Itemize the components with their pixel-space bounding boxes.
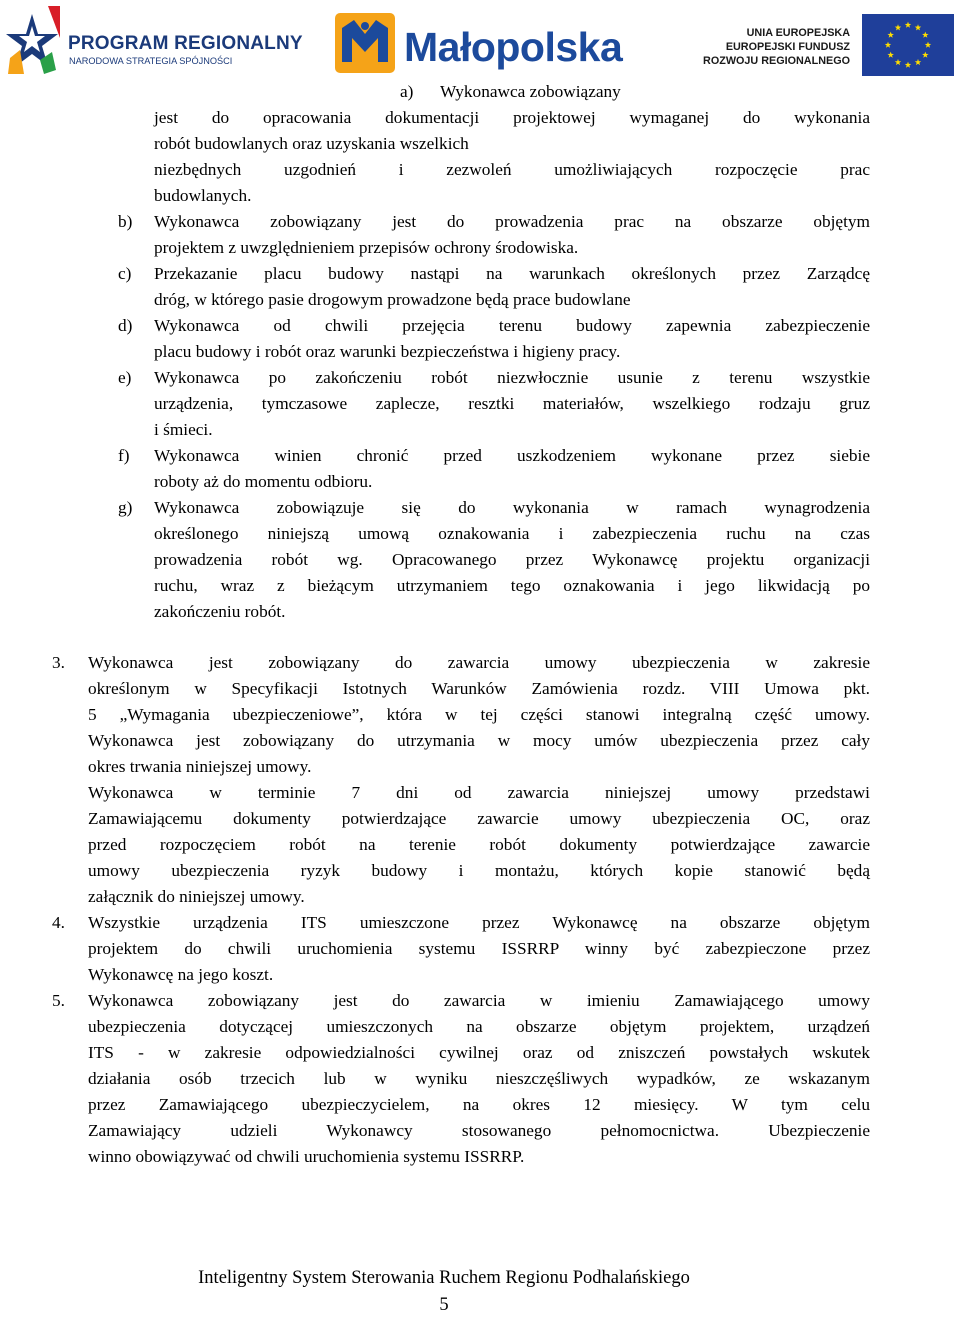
list-item-f-line-1: Wykonawca winien chronić przed uszkodzeniem wykonane przez siebie bbox=[154, 446, 870, 465]
list-item-d-line-1: Wykonawca od chwili przejęcia terenu budowy zapewnia zabezpieczenie bbox=[154, 316, 870, 335]
list-item-g-line-4: ruchu, wraz z bieżącym utrzymaniem tego oznakowania i jego likwidacją po bbox=[154, 576, 870, 595]
program-subtitle: NARODOWA STRATEGIA SPÓJNOŚCI bbox=[69, 56, 233, 66]
program-star-icon bbox=[4, 4, 60, 76]
list-item-g-line-2: określonego niniejszą umową oznakowania i zabezpieczenia ruchu na czas bbox=[154, 524, 870, 543]
list-item-g-label: g) bbox=[118, 498, 133, 517]
region-name: Małopolska bbox=[404, 24, 623, 70]
section-3-line-1: Wykonawca jest zobowiązany do zawarcia umowy ubezpieczenia w zakresie bbox=[88, 653, 870, 672]
page-number: 5 bbox=[439, 1295, 449, 1315]
section-3-line-10: załącznik do niniejszej umowy. bbox=[88, 887, 305, 906]
section-3-line-7: Zamawiającemu dokumenty potwierdzające zawarcie umowy ubezpieczenia OC, oraz bbox=[88, 809, 870, 828]
malopolska-logo bbox=[334, 12, 634, 76]
section-3-line-4: Wykonawca jest zobowiązany do utrzymania w mocy umów ubezpieczenia przez cały bbox=[88, 731, 870, 750]
section-4-line-2: projektem do chwili uruchomienia systemu ISSRRP winny być zabezpieczone przez bbox=[88, 939, 870, 958]
list-item-g-line-3: prowadzenia robót wg. Opracowanego przez Wykonawcę projektu organizacji bbox=[154, 550, 870, 569]
section-3-line-6: Wykonawca w terminie 7 dni od zawarcia niniejszej umowy przedstawi bbox=[88, 783, 870, 802]
malopolska-emblem-icon bbox=[334, 12, 396, 74]
section-5-line-2: ubezpieczenia dotyczącej umieszczonych na obszarze objętym projektem, urządzeń bbox=[88, 1017, 870, 1036]
section-4-line-3: Wykonawcę na jego koszt. bbox=[88, 965, 274, 984]
section-5-line-6: Zamawiający udzieli Wykonawcy stosowanego pełnomocnictwa. Ubezpieczenie bbox=[88, 1121, 870, 1140]
section-3-line-3: 5 „Wymagania ubezpieczeniowe”, która w tej części stanowi integralną część umowy. bbox=[88, 705, 870, 724]
list-item-a-line-1: Wykonawca zobowiązany bbox=[440, 82, 621, 101]
section-5-label: 5. bbox=[52, 991, 65, 1010]
program-regionalny-logo bbox=[4, 4, 304, 76]
section-5-line-5: przez Zamawiającego ubezpieczycielem, na okres 12 miesięcy. W tym celu bbox=[88, 1095, 870, 1114]
footer-title: Inteligentny System Sterowania Ruchem Regionu Podhalańskiego bbox=[198, 1268, 690, 1288]
section-5-line-1: Wykonawca zobowiązany jest do zawarcia w imieniu Zamawiającego umowy bbox=[88, 991, 870, 1010]
list-item-c-line-1: Przekazanie placu budowy nastąpi na warunkach określonych przez Zarządcę bbox=[154, 264, 870, 283]
list-item-a-line-4: niezbędnych uzgodnień i zezwoleń umożliwiających rozpoczęcie prac bbox=[154, 160, 870, 179]
eu-logo bbox=[704, 12, 954, 78]
section-4-line-1: Wszystkie urządzenia ITS umieszczone przez Wykonawcę na obszarze objętym bbox=[88, 913, 870, 932]
section-5-line-4: działania osób trzecich lub w wyniku nieszczęśliwych wypadków, ze wskazanym bbox=[88, 1069, 870, 1088]
list-item-f-line-2: roboty aż do momentu odbioru. bbox=[154, 472, 373, 491]
list-item-c-label: c) bbox=[118, 264, 132, 283]
section-5-line-3: ITS - w zakresie odpowiedzialności cywilnej oraz od zniszczeń powstałych wskutek bbox=[88, 1043, 870, 1062]
eu-text-block bbox=[703, 26, 850, 68]
list-item-f-label: f) bbox=[118, 446, 130, 465]
list-item-c-line-2: dróg, w którego pasie drogowym prowadzone będą prace budowlane bbox=[154, 290, 631, 309]
eu-line-3: ROZWOJU REGIONALNEGO bbox=[703, 55, 850, 67]
section-5-line-7: winno obowiązywać od chwili uruchomienia systemu ISSRRP. bbox=[88, 1147, 525, 1166]
list-item-d-label: d) bbox=[118, 316, 133, 335]
section-4-label: 4. bbox=[52, 913, 65, 932]
list-item-a-line-3: robót budowlanych oraz uzyskania wszelkich bbox=[154, 134, 469, 153]
list-item-b-line-1: Wykonawca zobowiązany jest do prowadzenia prac na obszarze objętym bbox=[154, 212, 870, 231]
list-item-e-line-3: i śmieci. bbox=[154, 420, 213, 439]
section-3-line-2: określonym w Specyfikacji Istotnych Warunków Zamówienia rozdz. VIII Umowa pkt. bbox=[88, 679, 870, 698]
eu-line-2: EUROPEJSKI FUNDUSZ bbox=[725, 41, 850, 53]
list-item-a-line-2: jest do opracowania dokumentacji projektowej wymaganej do wykonania bbox=[154, 108, 870, 127]
list-item-a-line-5: budowlanych. bbox=[154, 186, 252, 205]
list-item-a-label: a) bbox=[400, 82, 414, 101]
list-item-e-line-1: Wykonawca po zakończeniu robót niezwłocznie usunie z terenu wszystkie bbox=[154, 368, 870, 387]
section-3-line-5: okres trwania niniejszej umowy. bbox=[88, 757, 312, 776]
program-title: PROGRAM REGIONALNY bbox=[68, 33, 303, 54]
eu-flag-icon bbox=[862, 14, 954, 76]
section-3-line-8: przed rozpoczęciem robót na terenie robót dokumenty potwierdzające zawarcie bbox=[88, 835, 870, 854]
list-item-e-label: e) bbox=[118, 368, 132, 387]
list-item-g-line-1: Wykonawca zobowiązuje się do wykonania w ramach wynagrodzenia bbox=[154, 498, 870, 517]
list-item-e-line-2: urządzenia, tymczasowe zaplecze, resztki materiałów, wszelkiego rodzaju gruz bbox=[154, 394, 870, 413]
section-3-line-9: umowy ubezpieczenia ryzyk budowy i montażu, których kopie stanowić będą bbox=[88, 861, 870, 880]
list-item-b-label: b) bbox=[118, 212, 133, 231]
list-item-d-line-2: placu budowy i robót oraz warunki bezpieczeństwa i higieny pracy. bbox=[154, 342, 621, 361]
list-item-g-line-5: zakończeniu robót. bbox=[154, 602, 286, 621]
list-item-b-line-2: projektem z uwzględnieniem przepisów ochrony środowiska. bbox=[154, 238, 579, 257]
section-3-label: 3. bbox=[52, 653, 65, 672]
eu-line-1: UNIA EUROPEJSKA bbox=[746, 27, 850, 39]
